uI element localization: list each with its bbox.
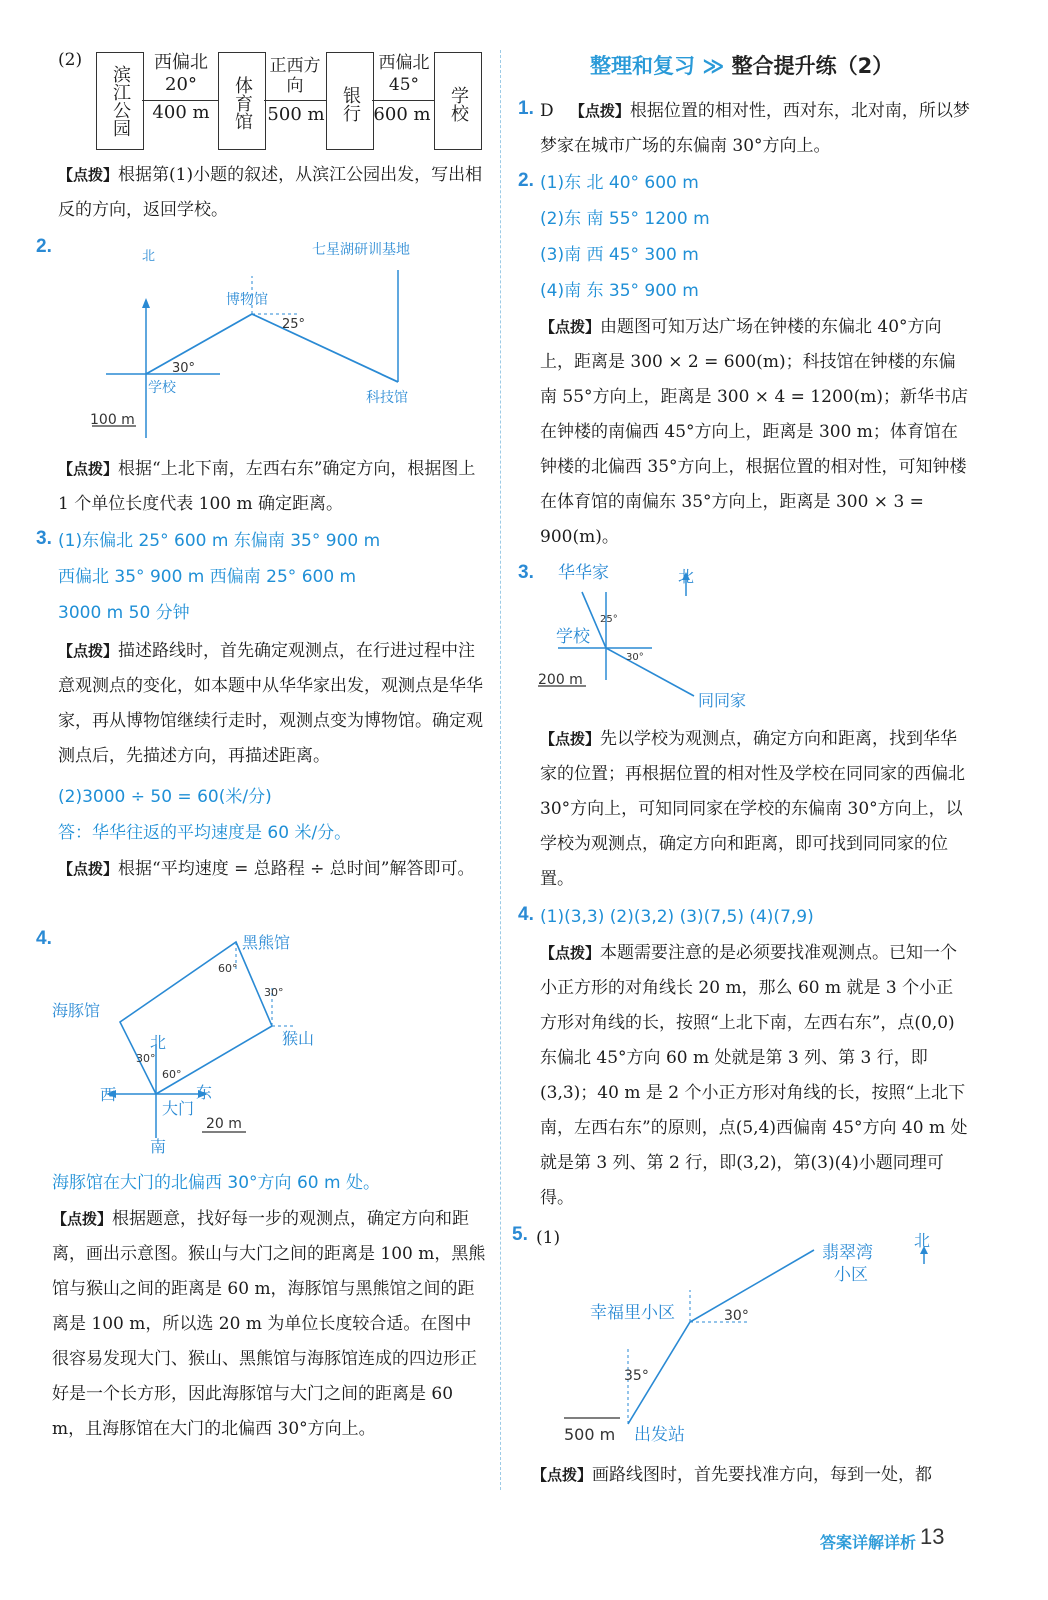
r-q5-diagram: [560, 1228, 960, 1452]
route-dist-1: 400 m: [152, 102, 210, 123]
r-q4-answer: (1)(3,3) (2)(3,2) (3)(7,5) (4)(7,9): [540, 907, 814, 927]
q4-tip: 【点拨】根据题意，找好每一步的观测点，确定方向和距离，画出示意图。猴山与大门之间的距离是 100 m，黑熊馆与猴山之间的距离是 60 m，海豚馆与黑熊馆之间的距离是 100 m，所以选 20 m 为单位长度较合适。在图中很容易发现大门、猴山、黑熊馆与海豚馆连成的四边形正好是一个长方形，因此海豚馆与大门之间的距离是 60 m，且海豚馆在大门的北偏西 30°方向上。: [52, 1209, 486, 1439]
q3-tip: 【点拨】描述路线时，首先确定观测点，在行进过程中注意观测点的变化，如本题中从华华家出发，观测点是华华家，再从博物馆继续行走时，观测点变为博物馆。确定观测点后，先描述方向，再描述距离。: [58, 641, 483, 766]
q2-tip: 【点拨】根据“上北下南，左西右东”确定方向，根据图上 1 个单位长度代表 100 m 确定距离。: [58, 459, 476, 514]
q1-tip: 【点拨】根据第(1)小题的叙述，从滨江公园出发，写出相反的方向，返回学校。: [58, 165, 483, 220]
section-header: 整理和复习 ≫ 整合提升练（2）: [590, 54, 894, 78]
q3-number: 3.: [36, 528, 52, 549]
q2-angle-25: 25°: [282, 317, 306, 332]
r-q3-north-label: 北: [678, 567, 695, 586]
route-line-3: [372, 100, 434, 101]
r-q5-jade-label-2: 小区: [834, 1265, 868, 1285]
r-q5-route-path: [628, 1250, 814, 1424]
q4-north-label: 北: [150, 1033, 167, 1052]
r-q3-angle-30: 30°: [626, 652, 644, 663]
q4-gate-label: 大门: [162, 1099, 195, 1118]
r-q5-part: (1): [536, 1228, 561, 1248]
q3-calc: (2)3000 ÷ 50 = 60(米/分): [58, 787, 272, 807]
r-q3-tongtong-label: 同同家: [698, 691, 747, 710]
q4-rectangle-path: [120, 942, 272, 1094]
r-q5-station-label: 出发站: [634, 1425, 685, 1445]
q3-tip2: 【点拨】根据“平均速度 = 总路程 ÷ 总时间”解答即可。: [58, 859, 475, 879]
r-q2-tip: 【点拨】由题图可知万达广场在钟楼的东偏北 40°方向上，距离是 300 × 2 = 600(m)；科技馆在钟楼的东偏南 55°方向上，距离是 300 × 4 = 1200(m)；新华书店在钟楼的南偏西 45°方向上，距离是 300 m；体育馆在钟楼的北偏西 35°方向上，根据位置的相对性，可知钟楼在体育馆的南偏东 35°方向上，距离是 300 × 3 = 900(m)。: [540, 317, 968, 547]
q2-school-label: 学校: [148, 380, 176, 396]
q4-angle-60a: 60°: [218, 962, 238, 975]
route-line-1: [142, 100, 218, 101]
route-line-2: [264, 100, 326, 101]
q4-angle-30a: 30°: [264, 986, 284, 999]
q2-museum-label: 博物馆: [226, 292, 268, 308]
q4-south-label: 南: [150, 1137, 167, 1156]
r-q1-number: 1.: [518, 98, 534, 119]
route-dist-3: 600 m: [373, 104, 431, 125]
q2-number: 2.: [36, 236, 52, 257]
r-q5-tip: 【点拨】画路线图时，首先要找准方向，每到一处，都: [532, 1465, 933, 1485]
route-dist-2: 500 m: [267, 104, 325, 125]
r-q3-school-label: 学校: [556, 627, 590, 647]
r-q3-tip: 【点拨】先以学校为观测点，确定方向和距离，找到华华家的位置；再根据位置的相对性及学校在同同家的西偏北 30°方向上，可知同同家在学校的东偏南 30°方向上，以学校为观测点，确定方向和距离，即可找到同同家的位置。: [540, 729, 965, 889]
r-q5-jade-label: 翡翠湾: [822, 1243, 873, 1263]
q4-angle-60b: 60°: [162, 1068, 182, 1081]
q4-number: 4.: [36, 928, 52, 949]
r-q5-xingfu-label: 幸福里小区: [590, 1303, 675, 1323]
r-q5-number: 5.: [512, 1224, 528, 1245]
q4-bear-label: 黑熊馆: [242, 933, 291, 952]
q2-base-label: 七星湖研训基地: [312, 242, 410, 258]
route-dir-1: 西偏北20°: [154, 52, 208, 95]
r-q5-north-label: 北: [914, 1231, 931, 1250]
q4-answer: 海豚馆在大门的北偏西 30°方向 60 m 处。: [52, 1173, 380, 1193]
r-q2-line1: (1)东 北 40° 600 m: [540, 173, 699, 193]
header-arrow-icon: ≫: [702, 54, 725, 78]
r-q3-angle-25: 25°: [600, 614, 618, 625]
r-q5-angle-30: 30°: [724, 1308, 749, 1324]
q1-part-label: (2): [58, 50, 83, 70]
route-box-binjiang: 滨江公园: [96, 52, 144, 150]
q2-angle-30: 30°: [172, 361, 196, 376]
r-q2-line3: (3)南 西 45° 300 m: [540, 245, 699, 265]
q4-east-label: 东: [196, 1083, 213, 1102]
r-q4-number: 4.: [518, 904, 534, 925]
q4-scale-label: 20 m: [206, 1116, 242, 1132]
r-q5-scale-label: 500 m: [564, 1425, 616, 1444]
q4-monkey-label: 猴山: [282, 1029, 315, 1048]
q2-route-diagram: [80, 236, 460, 446]
page-number: 13: [920, 1524, 945, 1549]
column-divider: [500, 50, 501, 1490]
q2-scale-label: 100 m: [90, 412, 135, 428]
q2-north-arrow: [142, 298, 150, 308]
q2-science-label: 科技馆: [366, 390, 408, 406]
q3-line3: 3000 m 50 分钟: [58, 603, 190, 623]
r-q2-number: 2.: [518, 170, 534, 191]
q4-west-label: 西: [100, 1085, 117, 1104]
r-q3-number: 3.: [518, 562, 534, 583]
q3-line2: 西偏北 35° 900 m 西偏南 25° 600 m: [58, 567, 357, 587]
q4-route-diagram: [50, 928, 410, 1158]
r-q3-huahua-label: 华华家: [558, 563, 609, 583]
q3-line1: (1)东偏北 25° 600 m 东偏南 35° 900 m: [58, 531, 381, 551]
q4-angle-30b: 30°: [136, 1052, 156, 1065]
r-q3-diagram: [534, 556, 774, 716]
r-q5-angle-35: 35°: [624, 1368, 649, 1384]
route-box-gym: 体育馆: [218, 52, 266, 150]
q2-north-label: 北: [142, 249, 156, 264]
route-box-school: 学校: [434, 52, 482, 150]
q4-dolphin-label: 海豚馆: [52, 1001, 101, 1020]
r-q1-body: D 【点拨】根据位置的相对性，西对东，北对南，所以梦梦家在城市广场的东偏南 30°方向上。: [540, 101, 970, 156]
r-q3-scale-label: 200 m: [538, 672, 583, 688]
route-box-bank: 银行: [326, 52, 374, 150]
r-q3-line-tongtong: [606, 648, 694, 696]
route-dir-3: 西偏北45°: [378, 53, 430, 95]
footer-label: 答案详解详析: [820, 1533, 917, 1552]
q3-answer: 答：华华往返的平均速度是 60 米/分。: [58, 823, 352, 843]
r-q4-tip: 【点拨】本题需要注意的是必须要找准观测点。已知一个小正方形的对角线长 20 m，那么 60 m 就是 3 个小正方形对角线的长，按照“上北下南，左西右东”，点(0,0)东偏北 45°方向 60 m 处就是第 3 列、第 3 行，即(3,3)；40 m 是 2 个小正方形对角线的长，按照“上北下南，左西右东”的原则，点(5,4)西偏南 45°方向 40 m 处就是第 3 列、第 2 行，即(3,2)，第(3)(4)小题同理可得。: [540, 943, 968, 1208]
route-dir-2: 正西方向: [269, 56, 321, 96]
r-q2-line4: (4)南 东 35° 900 m: [540, 281, 699, 301]
r-q2-line2: (2)东 南 55° 1200 m: [540, 209, 710, 229]
